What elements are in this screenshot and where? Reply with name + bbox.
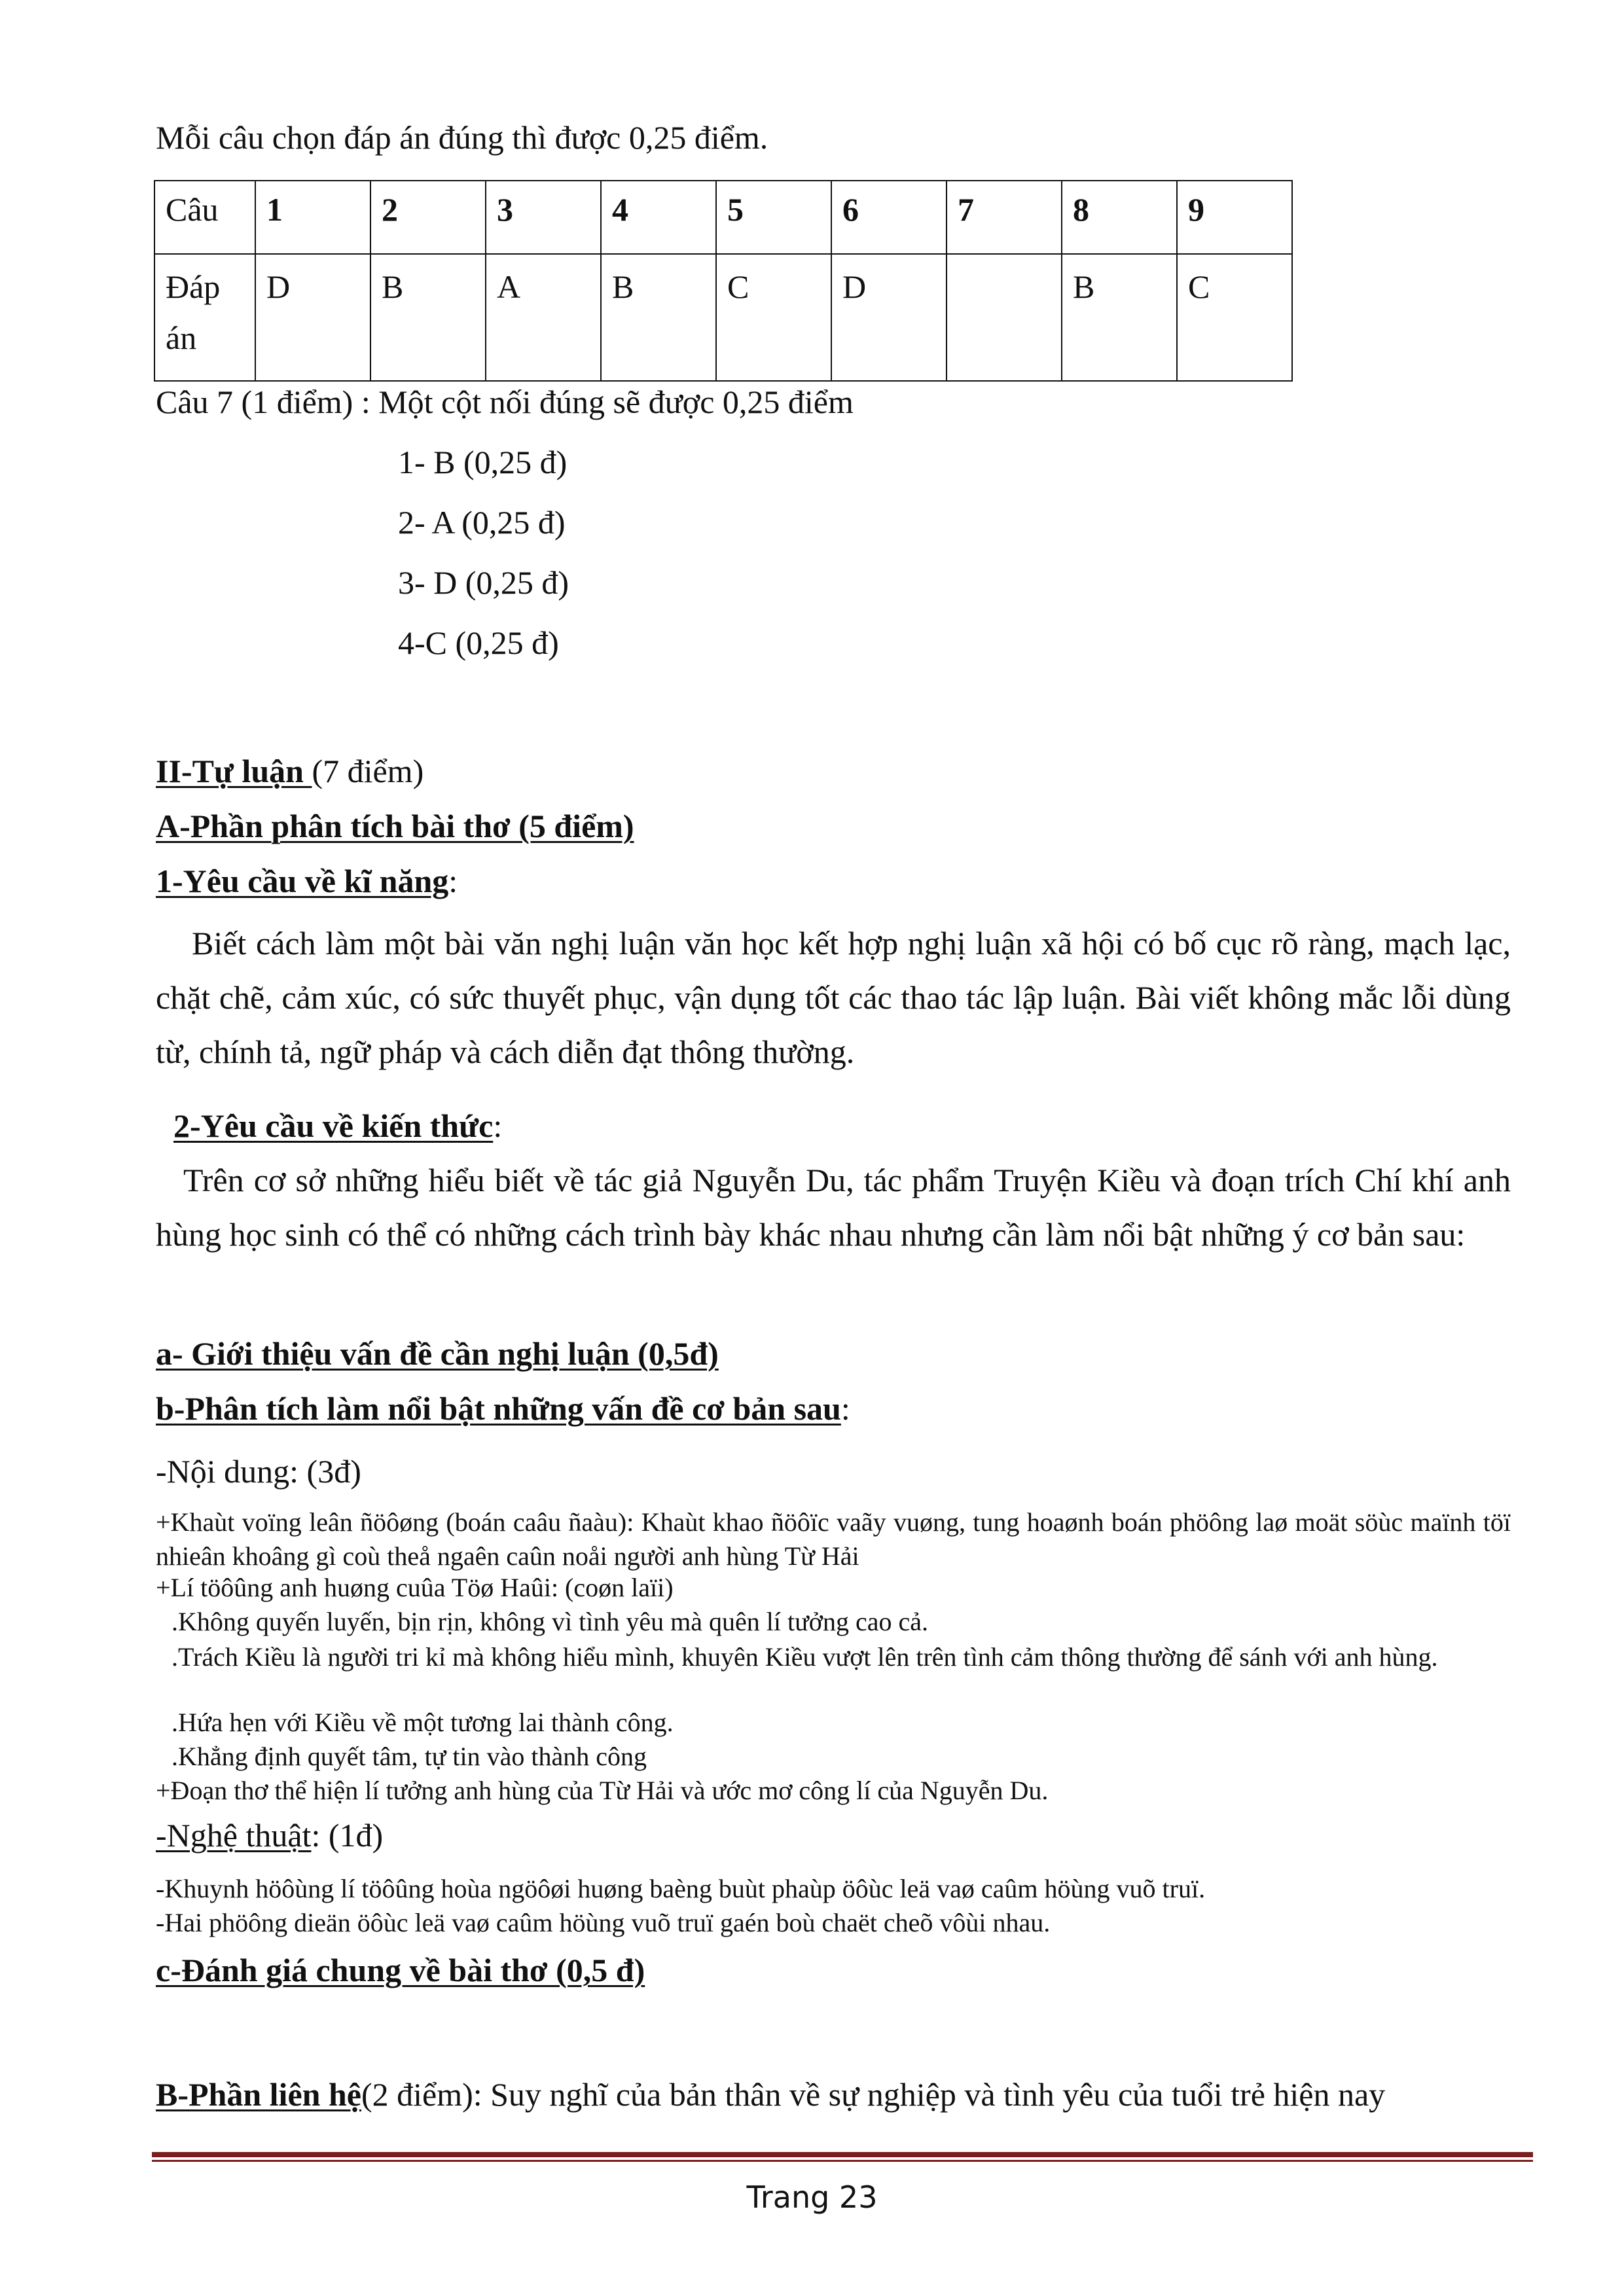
table-cell: 8 xyxy=(1062,181,1177,254)
content-line: .Trách Kiều là người tri kỉ mà không hiểu mình, khuyên Kiều vượt lên trên tình cảm thông thường để sánh với anh hùng. xyxy=(171,1642,1438,1672)
c-heading: c-Đánh giá chung về bài thơ (0,5 đ) xyxy=(156,1952,645,1988)
table-cell: C xyxy=(716,254,831,381)
table-row xyxy=(154,181,1292,254)
footer-rule-thin xyxy=(152,2160,1533,2162)
table-cell: B xyxy=(1062,254,1177,381)
part-a-heading: A-Phần phân tích bài thơ (5 điểm) xyxy=(156,808,634,844)
table-cell: 5 xyxy=(716,181,831,254)
table-cell: 1 xyxy=(255,181,370,254)
req1-heading: 1-Yêu cầu về kĩ năng: xyxy=(156,863,458,899)
table-cell: D xyxy=(831,254,947,381)
b-heading: b-Phân tích làm nổi bật những vấn đề cơ bản sau: xyxy=(156,1390,850,1427)
req2-heading: 2-Yêu cầu về kiến thức: xyxy=(173,1107,503,1144)
art-line: -Khuynh höôùng lí töôûng hoùa ngöôøi huøng baèng buùt phaùp öôùc leä vaø caûm höùng vuõ truï. xyxy=(156,1874,1206,1903)
table-cell: 4 xyxy=(601,181,716,254)
section-2-heading: II-Tự luận (7 điểm) xyxy=(156,753,424,789)
table-cell: A xyxy=(486,254,601,381)
table-row xyxy=(154,254,1292,381)
intro-text: Mỗi câu chọn đáp án đúng thì được 0,25 điểm. xyxy=(156,119,768,156)
table-cell: 2 xyxy=(370,181,486,254)
cau7-item: 3- D (0,25 đ) xyxy=(398,564,569,601)
content-line: .Hứa hẹn với Kiều về một tương lai thành công. xyxy=(171,1708,674,1737)
cau7-item: 1- B (0,25 đ) xyxy=(398,444,568,480)
footer-rule xyxy=(152,2152,1533,2157)
table-cell: B xyxy=(370,254,486,381)
table-cell: 7 xyxy=(947,181,1062,254)
answer-table xyxy=(154,180,1293,382)
table-cell xyxy=(947,254,1062,381)
cau7-item: 2- A (0,25 đ) xyxy=(398,504,566,541)
table-cell: Câu xyxy=(154,181,255,254)
table-cell: 9 xyxy=(1177,181,1292,254)
content-label: -Nội dung: (3đ) xyxy=(156,1453,361,1490)
cau7-item: 4-C (0,25 đ) xyxy=(398,624,559,661)
art-line: -Hai phöông dieän öôùc leä vaø caûm höùng vuõ truï gaén boù chaët cheõ vôùi nhau. xyxy=(156,1908,1051,1937)
content-line: +Lí töôûng anh huøng cuûa Töø Haûi: (coøn laïi) xyxy=(156,1573,674,1602)
table-cell: 3 xyxy=(486,181,601,254)
cau7-title: Câu 7 (1 điểm) : Một cột nối đúng sẽ được 0,25 điểm xyxy=(156,384,854,420)
part-b-heading: B-Phần liên hệ(2 điểm): Suy nghĩ của bản thân về sự nghiệp và tình yêu của tuổi trẻ hiện nay xyxy=(156,2076,1386,2113)
table-cell: C xyxy=(1177,254,1292,381)
content-line: .Khẳng định quyết tâm, tự tin vào thành công xyxy=(171,1742,647,1771)
art-label: -Nghệ thuật: (1đ) xyxy=(156,1817,384,1854)
content-line: +Khaùt voïng leân ñöôøng (boán caâu ñaàu): Khaùt khao ñöôïc vaãy vuøng, tung hoaønh boán phöông laø moät söùc maïnh töï nhieân khoâng gì coù theå ngaên caûn noåi người anh hùng Từ Hải xyxy=(156,1507,1511,1571)
a-heading: a- Giới thiệu vấn đề cần nghị luận (0,5đ) xyxy=(156,1335,719,1372)
page-number: Trang 23 xyxy=(746,2179,878,2215)
req2-text: Trên cơ sở những hiểu biết về tác giả Nguyễn Du, tác phẩm Truyện Kiều và đoạn trích Chí khí anh hùng học sinh có thể có những cách trình bày khác nhau nhưng cần làm nổi bật những ý cơ bản sau: xyxy=(156,1162,1511,1253)
table-cell: B xyxy=(601,254,716,381)
table-cell: D xyxy=(255,254,370,381)
content-line: .Không quyến luyến, bịn rịn, không vì tình yêu mà quên lí tưởng cao cả. xyxy=(171,1607,928,1636)
req1-text: Biết cách làm một bài văn nghị luận văn học kết hợp nghị luận xã hội có bố cục rõ ràng, mạch lạc, chặt chẽ, cảm xúc, có sức thuyết phục, vận dụng tốt các thao tác lập luận. Bài viết không mắc lỗi dùng từ, chính tả, ngữ pháp và cách diễn đạt thông thường. xyxy=(156,925,1511,1070)
content-line: +Đoạn thơ thể hiện lí tưởng anh hùng của Từ Hải và ước mơ công lí của Nguyễn Du. xyxy=(156,1776,1049,1805)
table-cell: 6 xyxy=(831,181,947,254)
table-cell: Đáp án xyxy=(154,254,255,381)
